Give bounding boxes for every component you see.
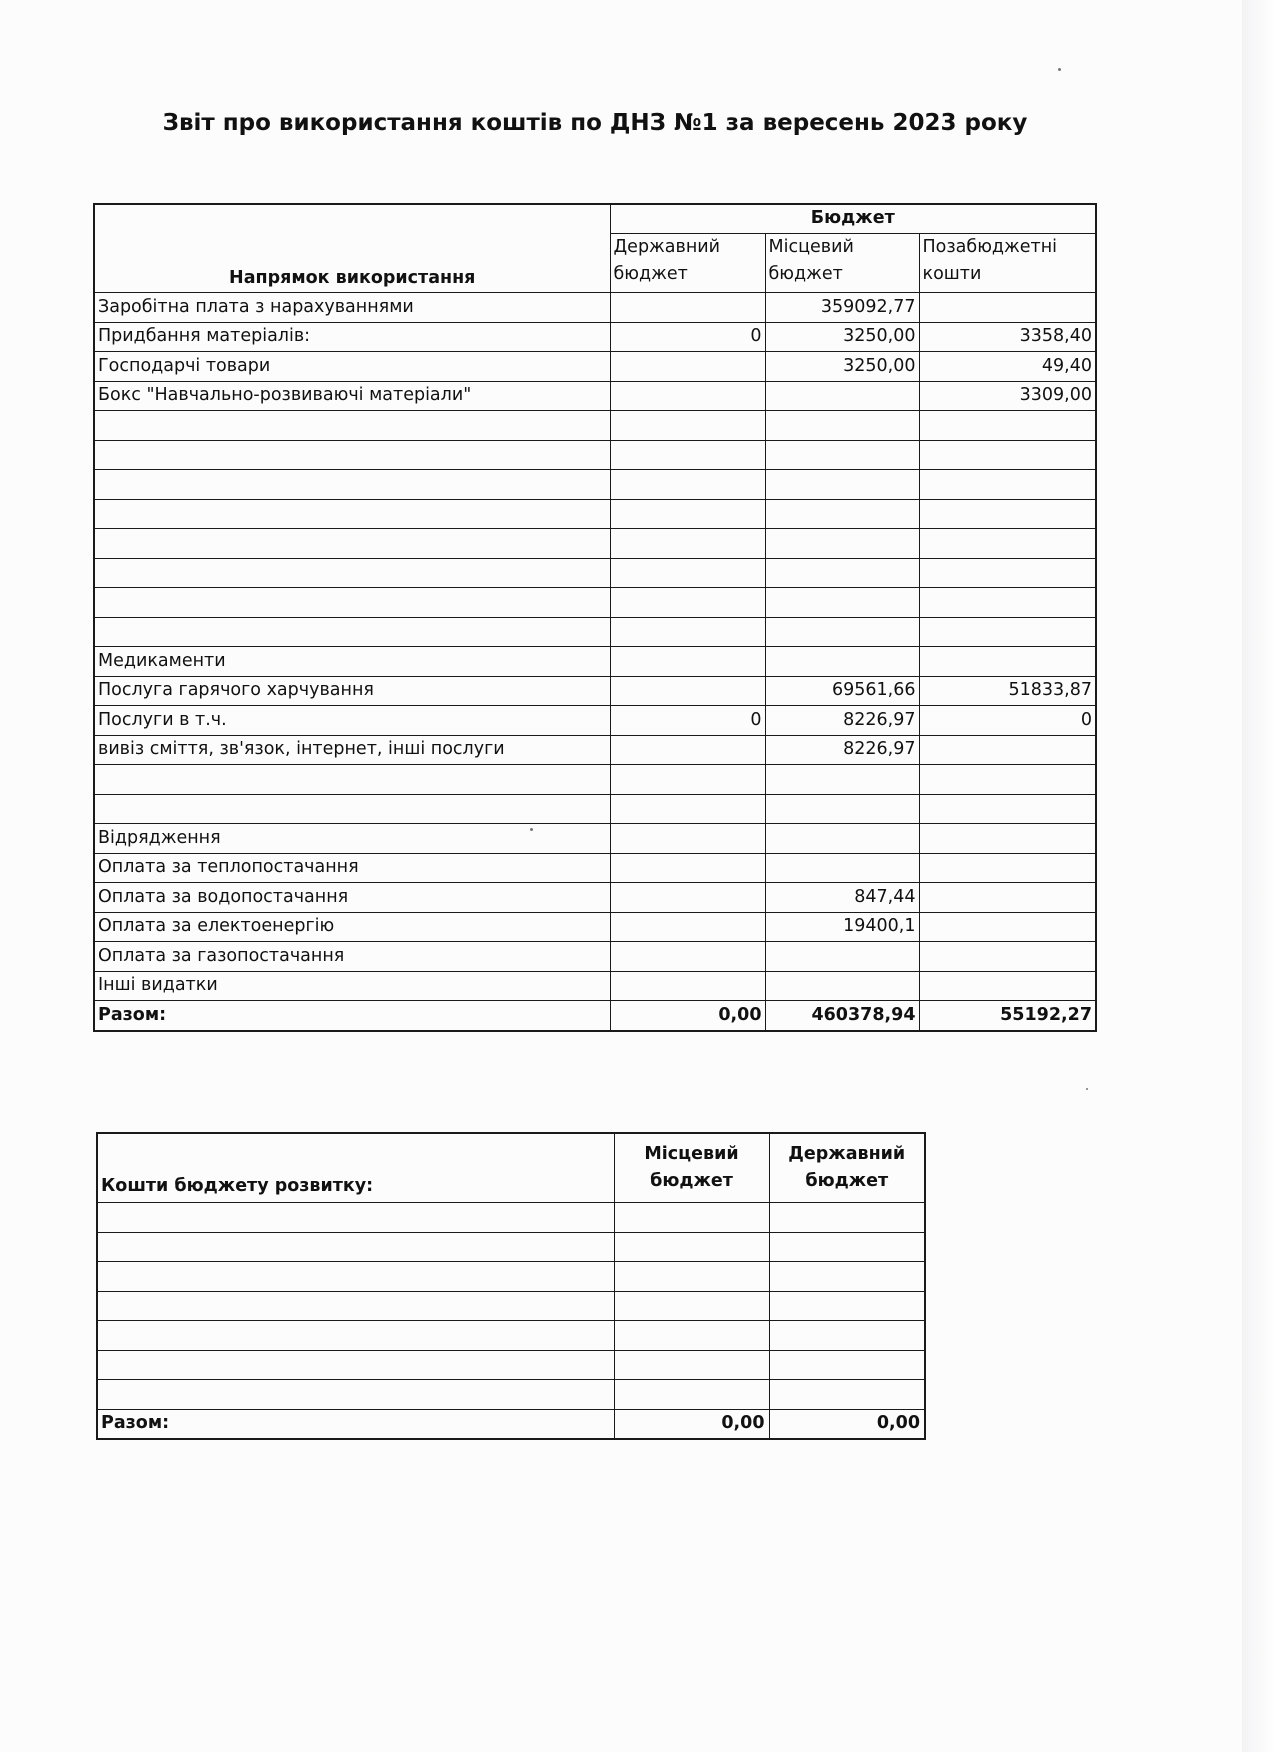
table-row: [94, 912, 1096, 942]
state-budget-value: 0: [610, 706, 765, 736]
extra-budget-value: [919, 912, 1096, 942]
empty-cell: [769, 1321, 925, 1351]
empty-cell: [614, 1350, 769, 1380]
empty-cell: [614, 1232, 769, 1262]
local-budget-value: [765, 853, 919, 883]
empty-cell: [769, 1291, 925, 1321]
table-row: [94, 352, 1096, 382]
local-budget-value: [765, 794, 919, 824]
extra-budget-value: [919, 971, 1096, 1001]
table-row: [94, 706, 1096, 736]
table-row: [97, 1203, 925, 1233]
state-budget-value: [610, 883, 765, 913]
state-budget-value: [610, 765, 765, 795]
local-budget-value: 69561,66: [765, 676, 919, 706]
row-label: [94, 794, 610, 824]
extra-budget-value: [919, 647, 1096, 677]
local-budget-value: [765, 529, 919, 559]
empty-cell: [614, 1380, 769, 1410]
local-budget-value: [765, 942, 919, 972]
local-budget-value: [765, 470, 919, 500]
state-budget-value: [610, 381, 765, 411]
empty-cell: [97, 1232, 614, 1262]
row-label: [94, 529, 610, 559]
empty-cell: [614, 1291, 769, 1321]
extra-budget-value: 49,40: [919, 352, 1096, 382]
dev-total-state-budget: 0,00: [769, 1409, 925, 1439]
table-row: [94, 293, 1096, 323]
extra-budget-value: [919, 470, 1096, 500]
total-state-budget: 0,00: [610, 1001, 765, 1031]
extra-budget-value: [919, 735, 1096, 765]
row-label: Оплата за електоенергію: [94, 912, 610, 942]
empty-cell: [769, 1380, 925, 1410]
extra-budget-value: [919, 794, 1096, 824]
local-budget-value: [765, 499, 919, 529]
row-label: Оплата за теплопостачання: [94, 853, 610, 883]
table-row: [97, 1350, 925, 1380]
local-budget-value: 847,44: [765, 883, 919, 913]
state-budget-value: [610, 912, 765, 942]
report-title: Звіт про використання коштів по ДНЗ №1 за вересень 2023 року: [162, 110, 1028, 136]
dev-local-budget-header: Місцевий бюджет: [614, 1133, 769, 1203]
row-label: вивіз сміття, зв'язок, інтернет, інші послуги: [94, 735, 610, 765]
local-budget-value: [765, 765, 919, 795]
direction-header: Напрямок використання: [94, 204, 610, 293]
dev-total-local-budget: 0,00: [614, 1409, 769, 1439]
extra-budget-value: [919, 529, 1096, 559]
state-budget-value: [610, 352, 765, 382]
empty-cell: [614, 1262, 769, 1292]
state-budget-value: [610, 735, 765, 765]
development-budget-title: Кошти бюджету розвитку:: [97, 1133, 614, 1203]
state-budget-value: [610, 588, 765, 618]
extra-budget-value: [919, 558, 1096, 588]
state-budget-value: [610, 529, 765, 559]
table-row: [94, 647, 1096, 677]
table-row: [97, 1321, 925, 1351]
local-budget-header: Місцевий бюджет: [765, 234, 919, 293]
state-budget-value: [610, 293, 765, 323]
state-budget-value: [610, 470, 765, 500]
empty-cell: [769, 1232, 925, 1262]
extra-budget-value: [919, 411, 1096, 441]
page-edge-shadow: [1242, 0, 1276, 1752]
local-budget-value: 3250,00: [765, 352, 919, 382]
local-budget-value: 359092,77: [765, 293, 919, 323]
state-budget-value: [610, 971, 765, 1001]
table-row: [94, 558, 1096, 588]
table-row: [94, 617, 1096, 647]
row-label: [94, 411, 610, 441]
local-budget-value: [765, 824, 919, 854]
total-label: Разом:: [94, 1001, 610, 1031]
table-row: [94, 322, 1096, 352]
state-budget-value: [610, 617, 765, 647]
row-label: Придбання матеріалів:: [94, 322, 610, 352]
local-budget-value: [765, 440, 919, 470]
empty-cell: [97, 1262, 614, 1292]
local-budget-value: [765, 617, 919, 647]
empty-cell: [614, 1203, 769, 1233]
row-label: Послуга гарячого харчування: [94, 676, 610, 706]
table-row: [94, 883, 1096, 913]
scan-speck: [1086, 1088, 1088, 1090]
table-row: [94, 735, 1096, 765]
dev-total-row: [97, 1409, 925, 1439]
empty-cell: [769, 1262, 925, 1292]
local-budget-value: [765, 971, 919, 1001]
state-budget-value: [610, 647, 765, 677]
table-row: [97, 1291, 925, 1321]
local-budget-value: [765, 647, 919, 677]
table-row: [94, 676, 1096, 706]
row-label: Заробітна плата з нарахуваннями: [94, 293, 610, 323]
local-budget-value: 8226,97: [765, 706, 919, 736]
table-row: [94, 499, 1096, 529]
budget-header: Бюджет: [610, 204, 1096, 234]
extra-budget-value: 3358,40: [919, 322, 1096, 352]
row-label: [94, 470, 610, 500]
state-budget-header: Державний бюджет: [610, 234, 765, 293]
total-row: [94, 1001, 1096, 1031]
dev-state-budget-header: Державний бюджет: [769, 1133, 925, 1203]
expenditure-table: [93, 203, 1097, 1032]
row-label: Інші видатки: [94, 971, 610, 1001]
dev-total-label: Разом:: [97, 1409, 614, 1439]
state-budget-value: [610, 942, 765, 972]
local-budget-value: 8226,97: [765, 735, 919, 765]
table-row: [97, 1262, 925, 1292]
extra-budget-value: 0: [919, 706, 1096, 736]
table-row: [94, 765, 1096, 795]
empty-cell: [97, 1291, 614, 1321]
empty-cell: [97, 1350, 614, 1380]
state-budget-value: [610, 853, 765, 883]
empty-cell: [769, 1203, 925, 1233]
table-row: [94, 971, 1096, 1001]
empty-cell: [97, 1203, 614, 1233]
table-row: [94, 411, 1096, 441]
local-budget-value: 19400,1: [765, 912, 919, 942]
extra-budget-value: [919, 853, 1096, 883]
extra-budget-value: 51833,87: [919, 676, 1096, 706]
empty-cell: [769, 1350, 925, 1380]
table-row: [94, 853, 1096, 883]
table-row: [94, 440, 1096, 470]
table-row: [97, 1232, 925, 1262]
extra-budget-value: 3309,00: [919, 381, 1096, 411]
extra-budget-header: Позабюджетні кошти: [919, 234, 1096, 293]
table-row: [94, 529, 1096, 559]
table-row: [94, 381, 1096, 411]
row-label: [94, 440, 610, 470]
local-budget-value: [765, 411, 919, 441]
scan-speck: [530, 828, 533, 831]
extra-budget-value: [919, 765, 1096, 795]
table-row: [97, 1380, 925, 1410]
row-label: Господарчі товари: [94, 352, 610, 382]
row-label: [94, 558, 610, 588]
empty-cell: [614, 1321, 769, 1351]
state-budget-value: 0: [610, 322, 765, 352]
extra-budget-value: [919, 942, 1096, 972]
local-budget-value: [765, 381, 919, 411]
empty-cell: [97, 1321, 614, 1351]
table-row: [94, 942, 1096, 972]
state-budget-value: [610, 499, 765, 529]
row-label: Оплата за газопостачання: [94, 942, 610, 972]
extra-budget-value: [919, 440, 1096, 470]
row-label: [94, 617, 610, 647]
row-label: [94, 588, 610, 618]
local-budget-value: [765, 558, 919, 588]
state-budget-value: [610, 440, 765, 470]
scan-speck: [1058, 68, 1061, 71]
table-row: [94, 470, 1096, 500]
row-label: Оплата за водопостачання: [94, 883, 610, 913]
state-budget-value: [610, 824, 765, 854]
extra-budget-value: [919, 824, 1096, 854]
row-label: [94, 765, 610, 795]
total-local-budget: 460378,94: [765, 1001, 919, 1031]
extra-budget-value: [919, 588, 1096, 618]
state-budget-value: [610, 558, 765, 588]
row-label: [94, 499, 610, 529]
empty-cell: [97, 1380, 614, 1410]
extra-budget-value: [919, 617, 1096, 647]
local-budget-value: 3250,00: [765, 322, 919, 352]
row-label: Відрядження: [94, 824, 610, 854]
state-budget-value: [610, 794, 765, 824]
table-row: [94, 588, 1096, 618]
state-budget-value: [610, 411, 765, 441]
table-row: [94, 824, 1096, 854]
row-label: Медикаменти: [94, 647, 610, 677]
row-label: Послуги в т.ч.: [94, 706, 610, 736]
extra-budget-value: [919, 499, 1096, 529]
extra-budget-value: [919, 883, 1096, 913]
extra-budget-value: [919, 293, 1096, 323]
local-budget-value: [765, 588, 919, 618]
row-label: Бокс "Навчально-розвиваючі матеріали": [94, 381, 610, 411]
state-budget-value: [610, 676, 765, 706]
table-row: [94, 794, 1096, 824]
total-extra-budget: 55192,27: [919, 1001, 1096, 1031]
development-budget-table: [96, 1132, 926, 1440]
